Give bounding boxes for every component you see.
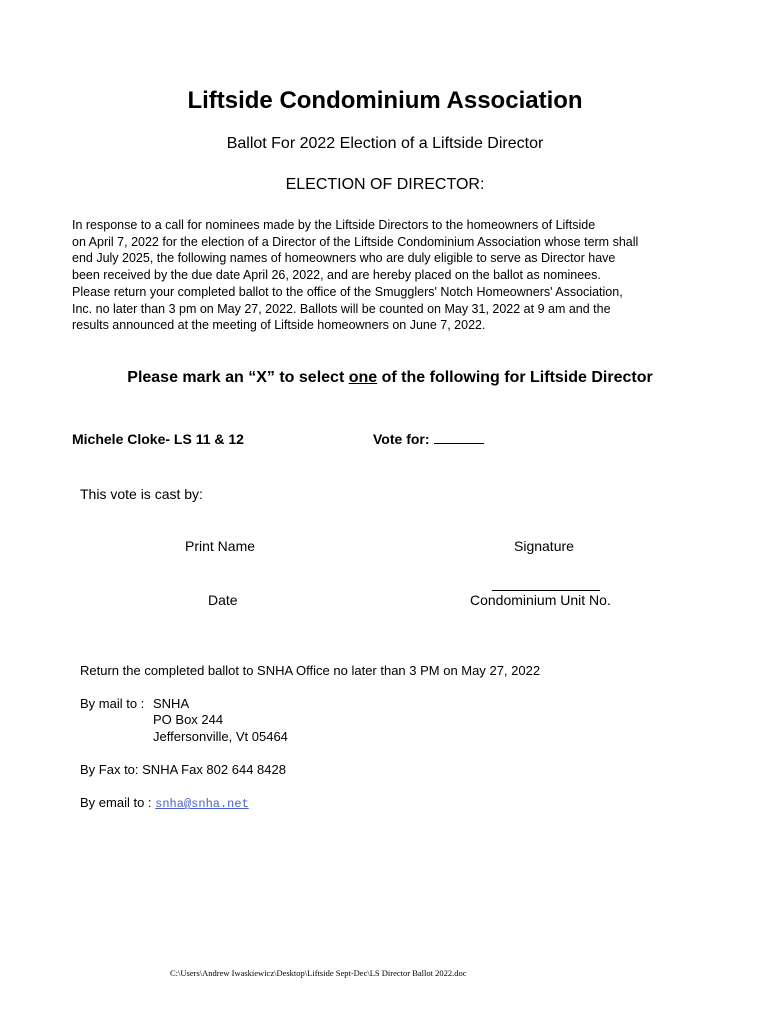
instruction-text-end: of the following for Liftside Director xyxy=(377,369,653,386)
document-title: Liftside Condominium Association xyxy=(187,87,583,114)
section-heading: ELECTION OF DIRECTOR: xyxy=(285,176,485,193)
ballot-subtitle: Ballot For 2022 Election of a Liftside Director xyxy=(226,135,544,152)
ballot-instruction xyxy=(0,369,770,387)
cast-by-label: This vote is cast by: xyxy=(80,486,203,502)
mail-label: By mail to : xyxy=(80,696,145,711)
intro-line: been received by the due date April 26, 2022, and are hereby placed on the ballot as nominees. xyxy=(72,268,601,283)
mail-address-line: Jeffersonville, Vt 05464 xyxy=(153,729,288,744)
email-link[interactable]: snha@snha.net xyxy=(155,797,249,811)
intro-line: on April 7, 2022 for the election of a Director of the Liftside Condominium Association whose term shall xyxy=(72,234,639,249)
email-label: By email to : xyxy=(80,795,152,810)
footer-file-path: C:\Users\Andrew Iwaskiewicz\Desktop\Liftside Sept-Dec\LS Director Ballot 2022.doc xyxy=(170,968,467,978)
intro-line: Please return your completed ballot to the office of the Smugglers' Notch Homeowners' Association, xyxy=(72,284,623,299)
instruction-emphasis: one xyxy=(348,369,378,386)
mail-address-line: PO Box 244 xyxy=(153,712,224,727)
print-name-label: Print Name xyxy=(185,538,256,554)
vote-for-label: Vote for: xyxy=(373,431,430,447)
unit-number-line[interactable] xyxy=(492,578,600,591)
vote-blank-line[interactable] xyxy=(434,431,484,444)
signature-label: Signature xyxy=(514,538,574,554)
intro-line: results announced at the meeting of Liftside homeowners on June 7, 2022. xyxy=(72,318,486,333)
email-line xyxy=(80,795,249,811)
return-note: Return the completed ballot to SNHA Office no later than 3 PM on May 27, 2022 xyxy=(80,663,541,678)
mail-address-line: SNHA xyxy=(153,696,190,711)
fax-line: By Fax to: SNHA Fax 802 644 8428 xyxy=(80,762,286,777)
vote-for-row xyxy=(373,431,484,447)
intro-line: end July 2025, the following names of homeowners who are duly eligible to serve as Director have xyxy=(72,251,616,266)
instruction-text: Please mark an “X” to select xyxy=(127,369,349,386)
candidate-name: Michele Cloke- LS 11 & 12 xyxy=(72,431,244,447)
intro-line: Inc. no later than 3 pm on May 27, 2022. Ballots will be counted on May 31, 2022 at 9 am and the xyxy=(72,301,611,316)
unit-number-label: Condominium Unit No. xyxy=(470,592,611,608)
intro-line: In response to a call for nominees made by the Liftside Directors to the homeowners of Liftside xyxy=(72,218,596,232)
intro-paragraph xyxy=(72,217,712,334)
date-label: Date xyxy=(208,592,238,608)
